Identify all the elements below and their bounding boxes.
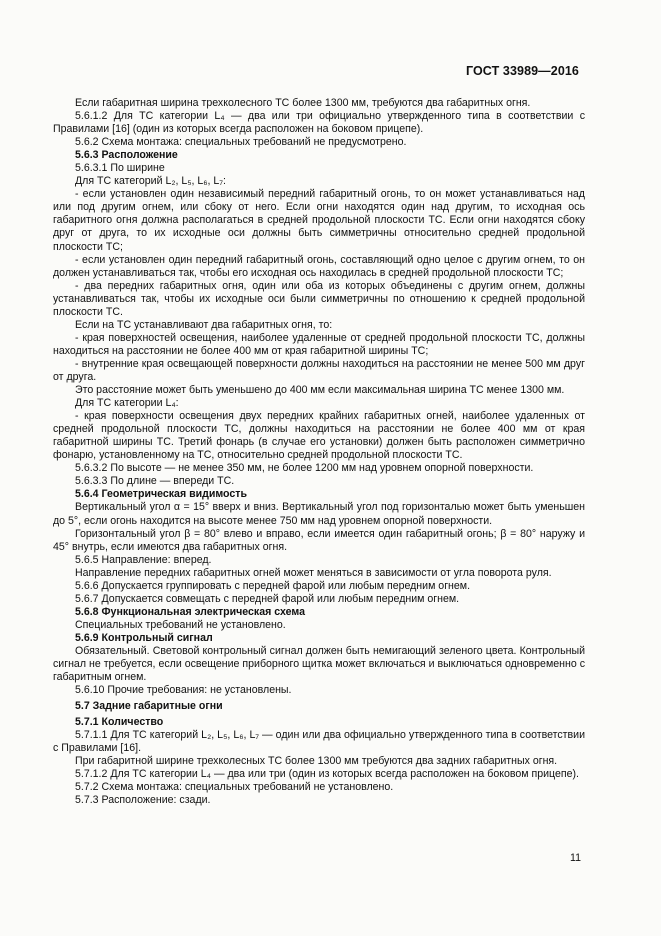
section-heading: 5.6.9 Контрольный сигнал [75,631,213,644]
paragraph: Обязательный. Световой контрольный сигнал должен быть немигающий зеленого цвета. Контрольный сигнал не требуется, если освещение приборного щитка может включаться и выключаться одновременно с габаритным огнем. [53,644,585,684]
paragraph: 5.6.1.2 Для ТС категории L₄ — два или три официально утвержденного типа в соответствии с Правилами [16] (один из которых всегда расположен на боковом прицепе). [53,110,585,136]
list-item: - края поверхности освещения двух передних крайних габаритных огней, наиболее удаленных от средней продольной плоскости ТС, должны находиться на расстоянии не более 400 мм от края габаритной ширины ТС. Третий фонарь (в случае его установки) должен быть расположен симметрично фонарю, установленному на ТС, относительно средней продольной плоскости ТС. [53,410,585,462]
paragraph: 5.6.6 Допускается группировать с передней фарой или любым передним огнем. [75,579,471,592]
paragraph: 5.6.3.1 По ширине [75,162,165,175]
section-heading: 5.7.1 Количество [75,716,164,729]
paragraph: 5.7.3 Расположение: сзади. [75,794,211,807]
paragraph: 5.7.1.1 Для ТС категорий L₂, L₅, L₆, L₇ — один или два официально утвержденного типа в соответствии с Правилами [16]. [53,729,585,755]
list-item: - края поверхностей освещения, наиболее удаленные от средней продольной плоскости ТС, должны находиться на расстоянии не более 400 мм от края габаритной ширины ТС; [53,331,585,357]
document-body [53,97,585,808]
paragraph: 5.6.3.3 По длине — впереди ТС. [75,475,235,488]
paragraph: 5.7.2 Схема монтажа: специальных требований не установлено. [75,781,394,794]
paragraph: 5.6.5 Направление: вперед. [75,553,212,566]
paragraph: Для ТС категории L₄: [75,397,179,410]
paragraph: Вертикальный угол α = 15° вверх и вниз. Вертикальный угол под горизонталью может быть уменьшен до 5°, если огонь находится на высоте менее 750 мм над уровнем опорной поверхности. [53,501,585,527]
paragraph: 5.6.10 Прочие требования: не установлены. [75,684,292,697]
document-code: ГОСТ 33989—2016 [465,64,579,78]
section-heading: 5.7 Задние габаритные огни [75,700,223,713]
paragraph: Если габаритная ширина трехколесного ТС более 1300 мм, требуются два габаритных огня. [75,97,531,109]
list-item: - два передних габаритных огня, один или оба из которых объединены с другим огнем, должны устанавливаться так, чтобы их исходные оси были симметричны по отношению к средней продольной плоскости ТС. [53,279,585,318]
paragraph: 5.6.7 Допускается совмещать с передней фарой или любым передним огнем. [75,592,460,605]
section-heading: 5.6.3 Расположение [75,149,178,162]
list-item: - если установлен один передний габаритный огонь, составляющий одно целое с другим огнем, то он должен устанавливаться так, чтобы его исходная ось находилась в средней продольной плоскости ТС; [53,253,585,279]
paragraph: 5.7.1.2 Для ТС категории L₄ — два или три (один из которых всегда расположен на боковом прицепе). [75,768,579,781]
paragraph: 5.6.3.2 По высоте — не менее 350 мм, не более 1200 мм над уровнем опорной поверхности. [75,462,534,475]
paragraph: При габаритной ширине трехколесных ТС более 1300 мм требуются два задних габаритных огня. [75,755,558,768]
section-heading: 5.6.4 Геометрическая видимость [75,488,247,501]
paragraph: Горизонтальный угол β = 80° влево и вправо, если имеется один габаритный огонь; β = 80° наружу и 45° внутрь, если имеются два габаритных огня. [53,527,585,553]
paragraph: Если на ТС устанавливают два габаритных огня, то: [75,318,333,331]
paragraph: Направление передних габаритных огней может меняться в зависимости от угла поворота руля. [75,566,552,579]
paragraph: Это расстояние может быть уменьшено до 400 мм если максимальная ширина ТС менее 1300 мм. [75,384,565,397]
paragraph: Специальных требований не установлено. [75,618,286,631]
page-number: 11 [570,852,581,864]
paragraph: Для ТС категорий L₂, L₅, L₆, L₇: [75,175,226,188]
section-heading: 5.6.8 Функциональная электрическая схема [75,605,305,618]
list-item: - если установлен один независимый передний габаритный огонь, то он может устанавливаться над или под другим огнем, или сбоку от него. Если огни находятся один над другим, то исходная ось габаритного огня должна располагаться в средней продольной плоскости ТС. Если огни находятся сбоку друг от друга, то их исходные оси должны быть симметричны относительно средней продольной плоскости ТС; [53,188,585,253]
paragraph: 5.6.2 Схема монтажа: специальных требований не предусмотрено. [75,136,407,149]
list-item: - внутренние края освещающей поверхности должны находиться на расстоянии не менее 500 мм друг от друга. [53,357,585,383]
